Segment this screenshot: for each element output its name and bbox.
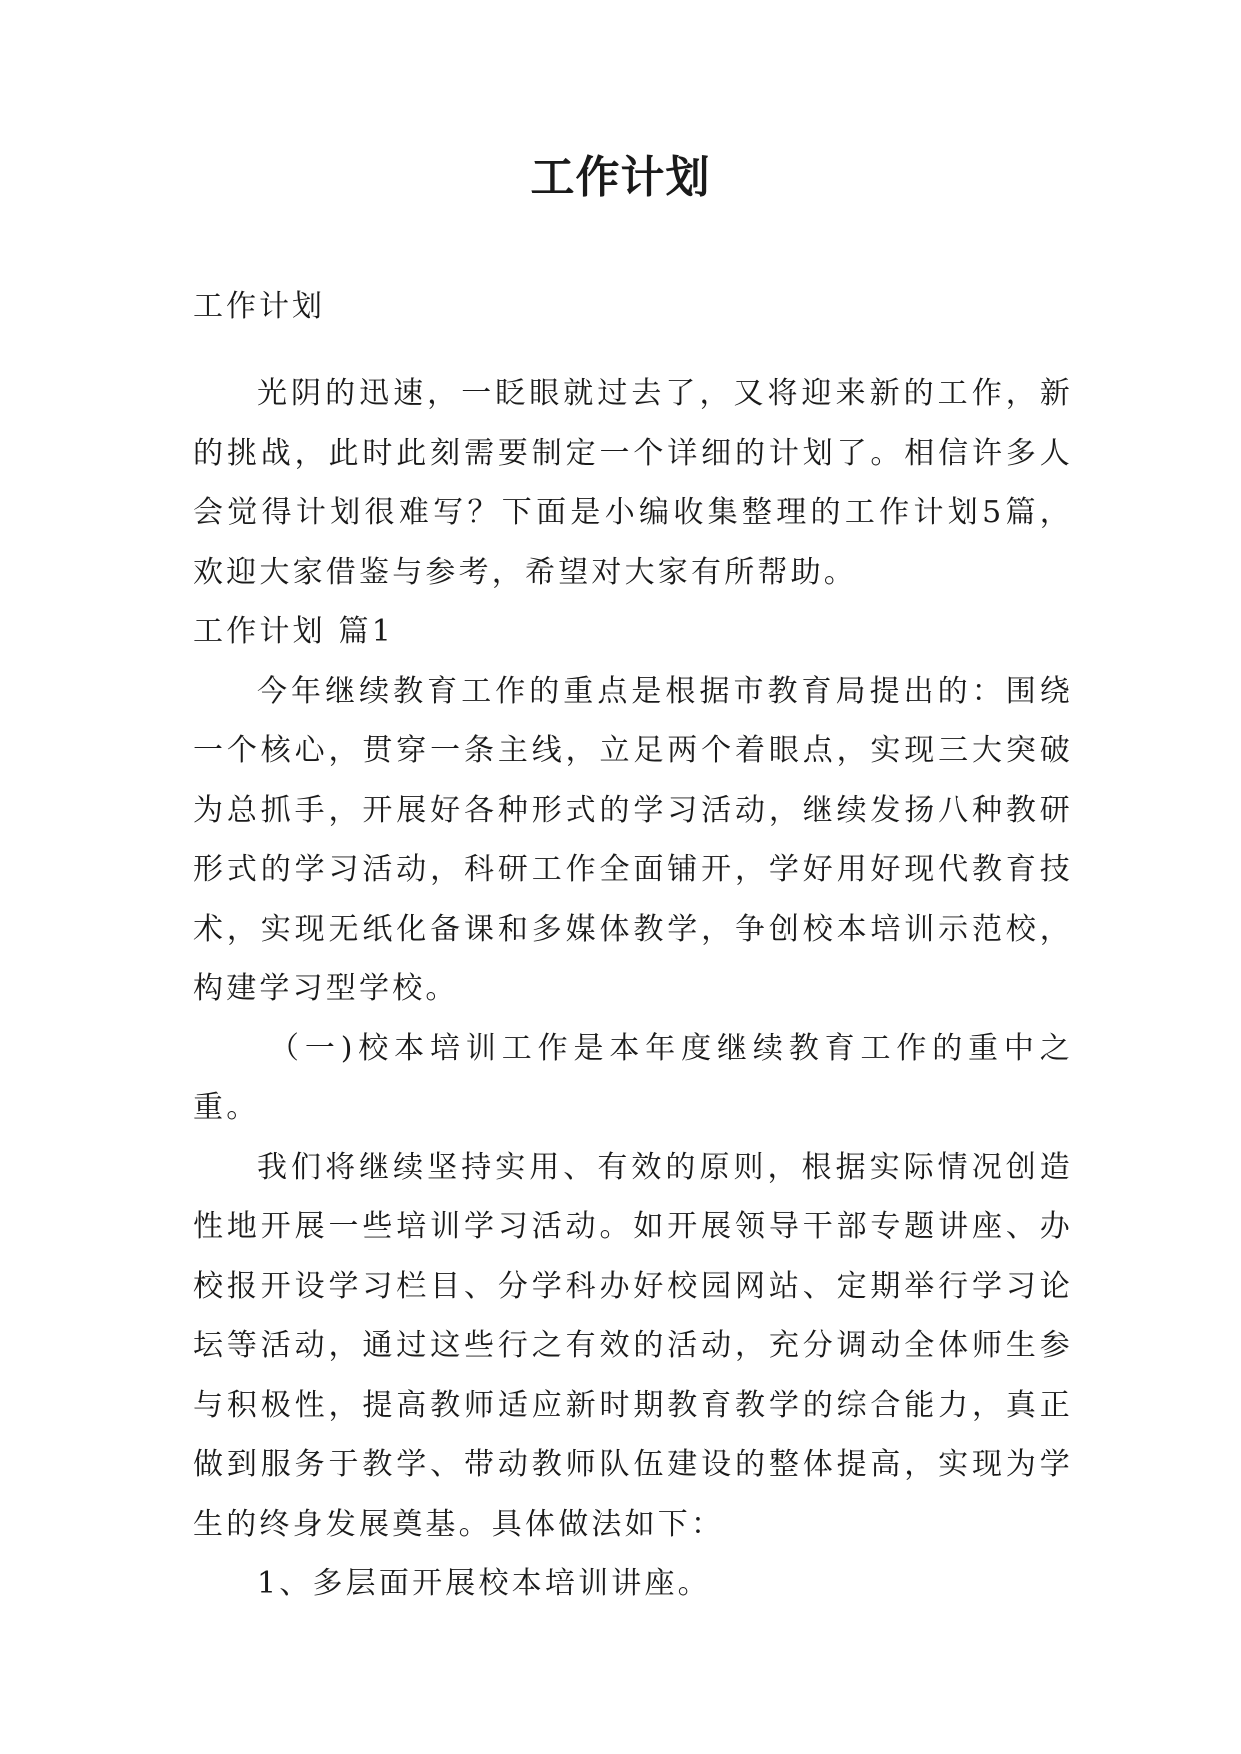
document-body bbox=[193, 364, 1073, 1614]
list-item: 1、多层面开展校本培训讲座。 bbox=[257, 1566, 711, 1601]
intro-paragraph: 光阴的迅速，一眨眼就过去了，又将迎来新的工作，新的挑战，此时此刻需要制定一个详细的计划了。相信许多人会觉得计划很难写？下面是小编收集整理的工作计划5篇，欢迎大家借鉴与参考，希望对大家有所帮助。 bbox=[193, 376, 1073, 590]
body-paragraph: 我们将继续坚持实用、有效的原则，根据实际情况创造性地开展一些培训学习活动。如开展领导干部专题讲座、办校报开设学习栏目、分学科办好校园网站、定期举行学习论坛等活动，通过这些行之有效的活动，充分调动全体师生参与积极性，提高教师适应新时期教育教学的综合能力，真正做到服务于教学、带动教师队伍建设的整体提高，实现为学生的终身发展奠基。具体做法如下： bbox=[193, 1149, 1073, 1542]
subsection-heading: （一)校本培训工作是本年度继续教育工作的重中之重。 bbox=[193, 1030, 1073, 1125]
body-paragraph: 今年继续教育工作的重点是根据市教育局提出的：围绕一个核心，贯穿一条主线，立足两个着眼点，实现三大突破为总抓手，开展好各种形式的学习活动，继续发扬八种教研形式的学习活动，科研工作全面铺开，学好用好现代教育技术，实现无纸化备课和多媒体教学，争创校本培训示范校，构建学习型学校。 bbox=[193, 673, 1073, 1006]
document-subtitle: 工作计划 bbox=[193, 289, 325, 324]
document-title: 工作计划 bbox=[530, 152, 711, 203]
section-heading: 工作计划 篇1 bbox=[193, 614, 395, 649]
